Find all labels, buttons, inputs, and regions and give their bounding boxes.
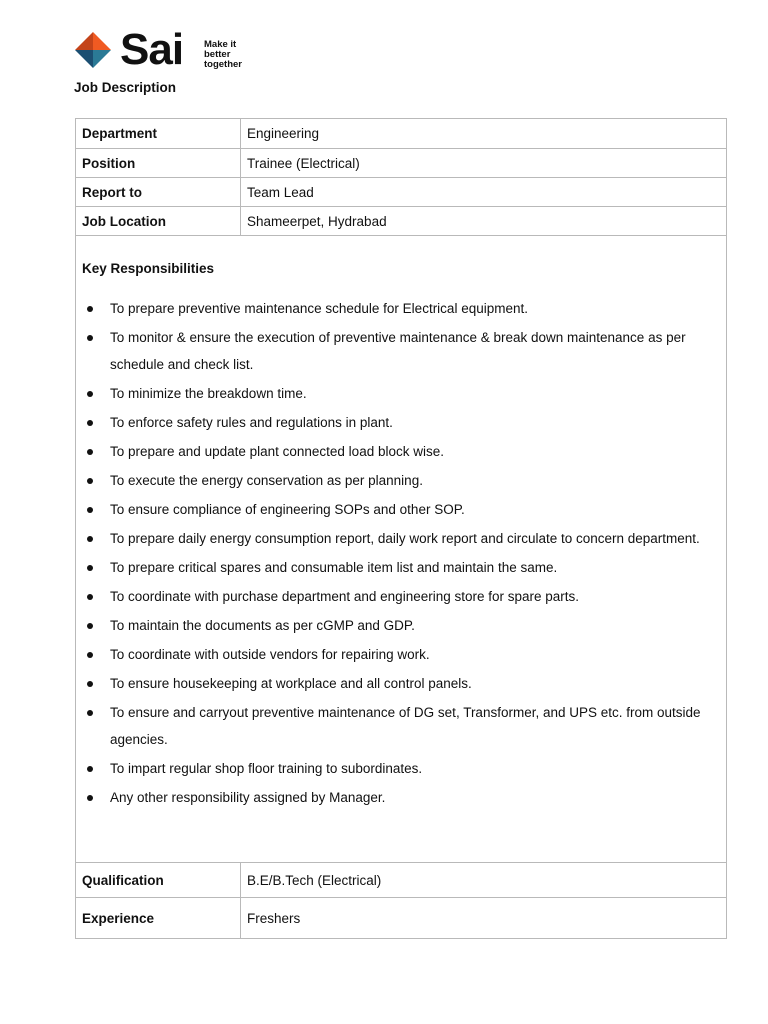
job-description-table [75,118,727,939]
responsibility-text: To execute the energy conservation as per planning. [110,473,423,488]
brand-tagline [204,40,264,70]
bullet-icon [87,681,93,687]
tagline-line: together [204,59,242,70]
responsibility-text: To maintain the documents as per cGMP and GDP. [110,618,415,633]
detail-label: Department [76,119,241,149]
bullet-icon [87,306,93,312]
responsibility-text: To coordinate with purchase department and engineering store for spare parts. [110,589,580,604]
responsibility-item [76,554,726,581]
bullet-icon [87,536,93,542]
responsibility-text: To ensure and carryout preventive maintenance of DG set, Transformer, and UPS etc. from outside agencies. [110,705,701,747]
detail-label: Qualification [76,863,241,898]
bullet-icon [87,623,93,629]
responsibility-item [76,438,726,465]
responsibility-text: To prepare critical spares and consumable item list and maintain the same. [110,560,558,575]
detail-row [76,207,727,236]
responsibility-item [76,409,726,436]
responsibility-item [76,755,726,782]
detail-value: Trainee (Electrical) [241,149,727,178]
responsibility-text: Any other responsibility assigned by Manager. [110,790,386,805]
detail-row [76,119,727,149]
document-title: Job Description [74,80,177,95]
responsibility-text: To impart regular shop floor training to subordinates. [110,761,423,776]
responsibility-text: To coordinate with outside vendors for repairing work. [110,647,430,662]
responsibility-item [76,525,726,552]
responsibility-text: To ensure compliance of engineering SOPs and other SOP. [110,502,465,517]
responsibility-text: To monitor & ensure the execution of preventive maintenance & break down maintenance as per schedule and check list. [110,330,686,372]
detail-label: Report to [76,178,241,207]
responsibility-item [76,670,726,697]
detail-value: Freshers [241,898,727,939]
responsibility-item [76,496,726,523]
responsibilities-row [76,236,727,863]
responsibilities-heading: Key Responsibilities [82,261,215,276]
responsibility-item [76,641,726,668]
bullet-icon [87,795,93,801]
bullet-icon [87,391,93,397]
sai-logo-icon [74,30,112,70]
brand-name: Sai [120,25,184,74]
detail-value: Team Lead [241,178,727,207]
tagline-line: Make it [204,39,237,50]
bullet-icon [87,449,93,455]
responsibility-item [76,583,726,610]
bullet-icon [87,594,93,600]
bullet-icon [87,478,93,484]
detail-value: Shameerpet, Hydrabad [241,207,727,236]
responsibility-text: To prepare preventive maintenance schedule for Electrical equipment. [110,301,528,316]
bullet-icon [87,335,93,341]
responsibility-text: To prepare and update plant connected load block wise. [110,444,444,459]
responsibility-item [76,467,726,494]
responsibility-item [76,784,726,811]
detail-value: Engineering [241,119,727,149]
responsibility-text: To enforce safety rules and regulations in plant. [110,415,393,430]
detail-value: B.E/B.Tech (Electrical) [241,863,727,898]
responsibility-text: To minimize the breakdown time. [110,386,307,401]
detail-label: Experience [76,898,241,939]
bullet-icon [87,766,93,772]
bullet-icon [87,420,93,426]
bullet-icon [87,507,93,513]
responsibilities-cell [76,236,727,863]
bullet-icon [87,710,93,716]
bullet-icon [87,652,93,658]
responsibility-item [76,324,726,378]
responsibility-item [76,699,726,753]
responsibility-text: To ensure housekeeping at workplace and all control panels. [110,676,472,691]
responsibility-text: To prepare daily energy consumption report, daily work report and circulate to concern department. [110,531,700,546]
responsibility-item [76,380,726,407]
bullet-icon [87,565,93,571]
detail-row [76,178,727,207]
tagline-line: better [204,49,231,60]
detail-row [76,149,727,178]
detail-row [76,863,727,898]
detail-row [76,898,727,939]
detail-label: Job Location [76,207,241,236]
responsibilities-list [76,295,726,811]
responsibility-item [76,295,726,322]
responsibility-item [76,612,726,639]
detail-label: Position [76,149,241,178]
